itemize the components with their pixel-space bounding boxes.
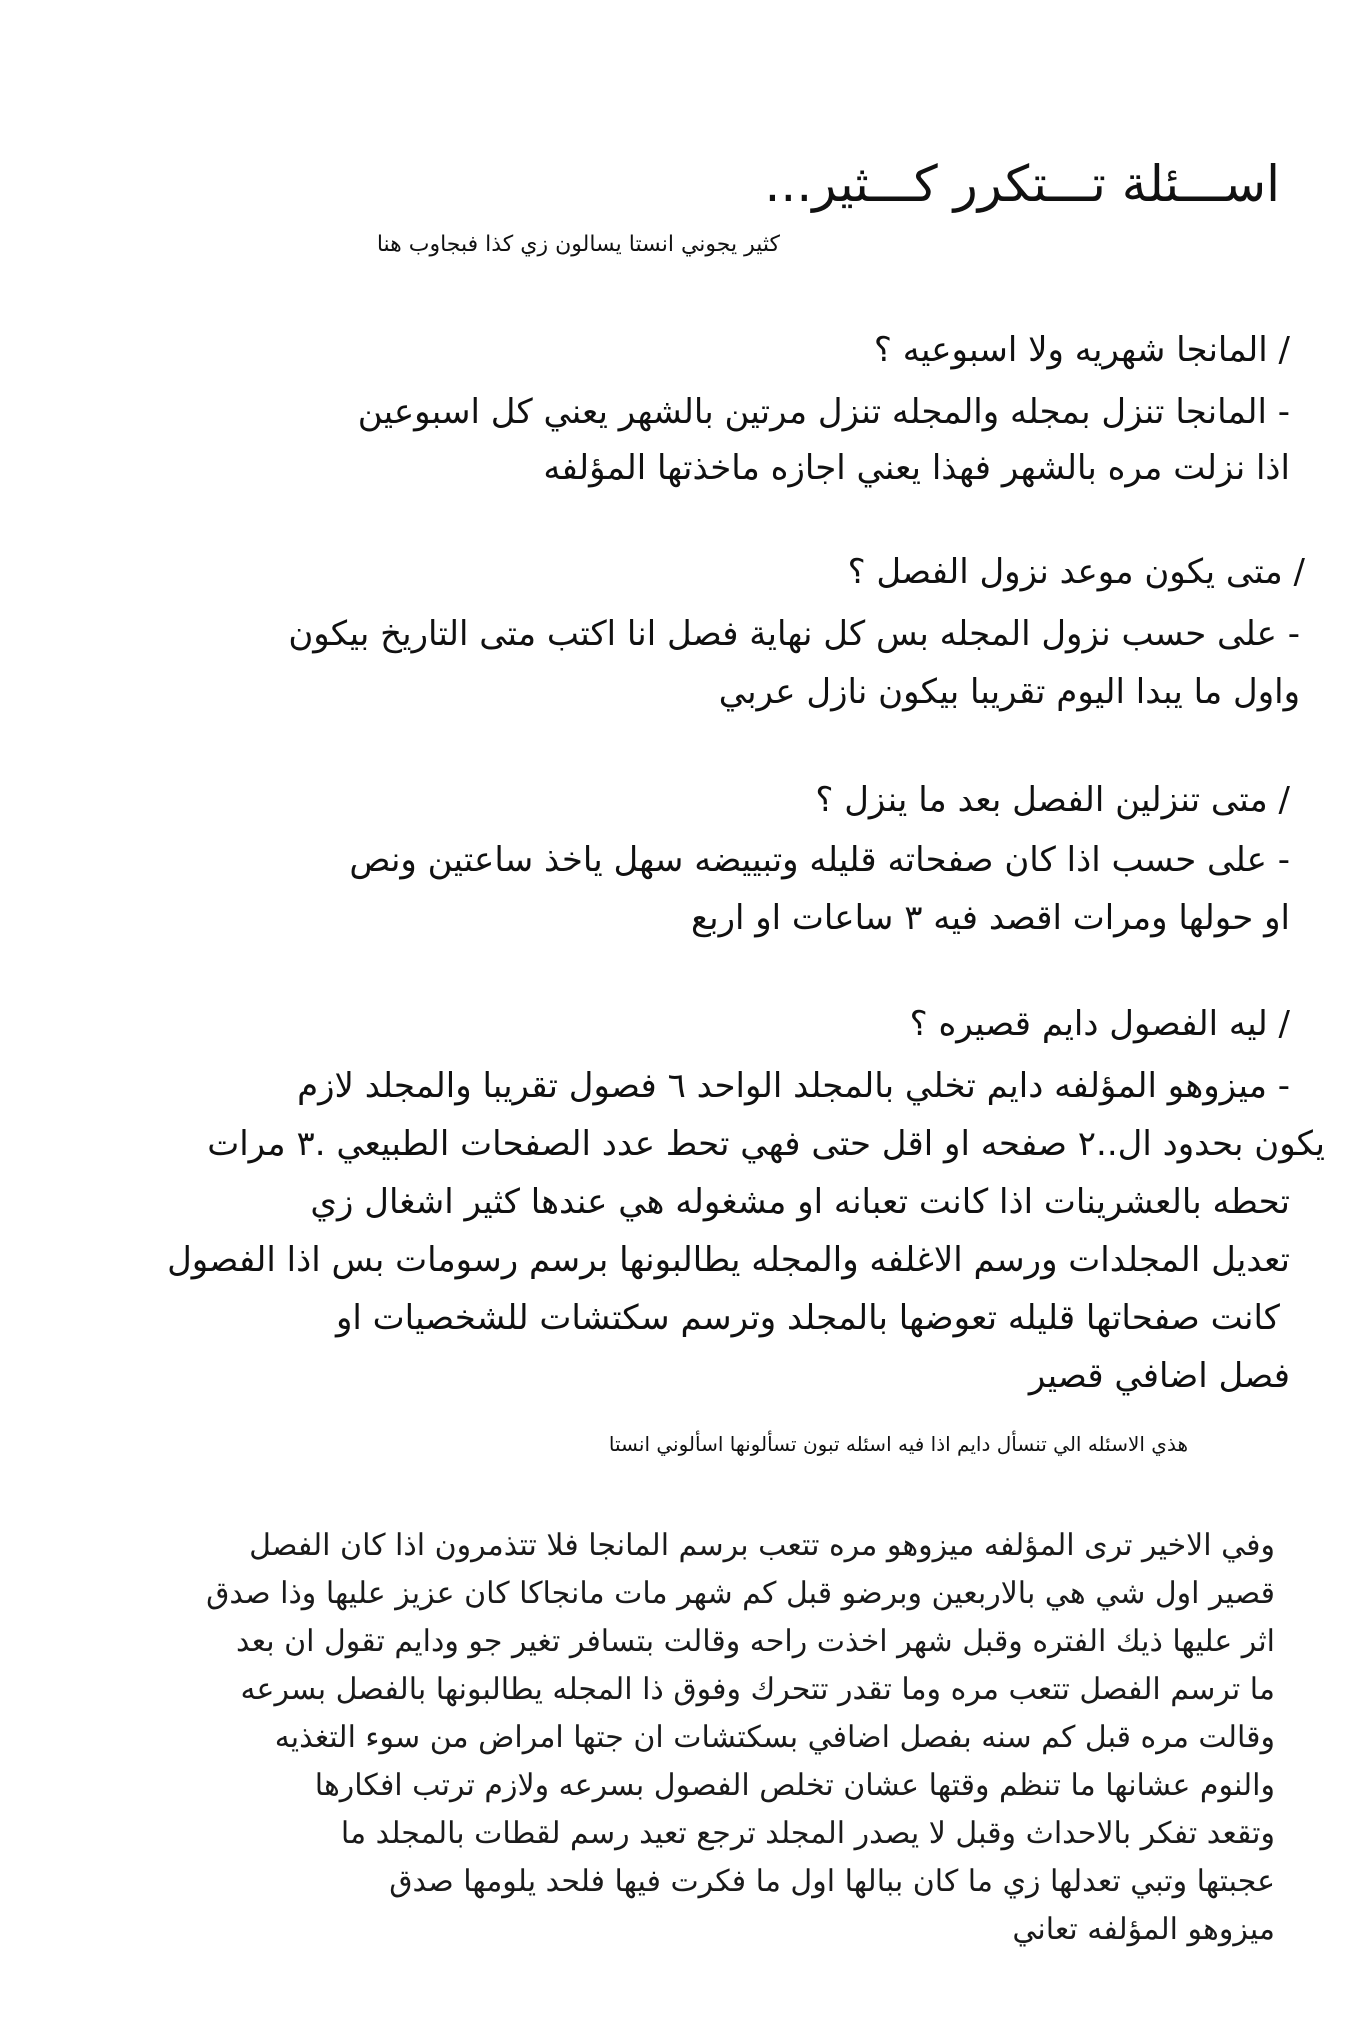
faq-question-2: / متى يكون موعد نزول الفصل ؟: [847, 552, 1305, 592]
page-title: اســـئلة تـــتكرر كـــثير...: [764, 155, 1280, 213]
closing-line-5: وقالت مره قبل كم سنه بفصل اضافي بسكتشات ان جتها امراض من سوء التغذيه: [274, 1720, 1275, 1755]
closing-line-3: اثر عليها ذيك الفتره وقبل شهر اخذت راحه وقالت بتسافر تغير جو ودايم تقول ان بعد: [235, 1624, 1275, 1659]
faq-answer-2-line-2: واول ما يبدا اليوم تقريبا بيكون نازل عربي: [718, 672, 1300, 712]
faq-answer-2-line-1: - على حسب نزول المجله بس كل نهاية فصل انا اكتب متى التاريخ بيكون: [288, 614, 1300, 654]
faq-question-3: / متى تنزلين الفصل بعد ما ينزل ؟: [815, 780, 1290, 820]
closing-line-9: ميزوهو المؤلفه تعاني: [1012, 1912, 1275, 1947]
closing-line-7: وتقعد تفكر بالاحداث وقبل لا يصدر المجلد ترجع تعيد رسم لقطات بالمجلد ما: [340, 1816, 1275, 1851]
closing-line-8: عجبتها وتبي تعدلها زي ما كان ببالها اول ما فكرت فيها فلحد يلومها صدق: [389, 1864, 1275, 1899]
closing-line-6: والنوم عشانها ما تنظم وقتها عشان تخلص الفصول بسرعه ولازم ترتب افكارها: [314, 1768, 1275, 1803]
faq-answer-4-line-3: تحطه بالعشرينات اذا كانت تعبانه او مشغوله هي عندها كثير اشغال زي: [310, 1182, 1290, 1222]
page-subtitle: كثير يجوني انستا يسالون زي كذا فبجاوب هنا: [376, 232, 780, 257]
closing-line-2: قصير اول شي هي بالاربعين وبرضو قبل كم شهر مات مانجاكا كان عزيز عليها وذا صدق: [206, 1576, 1275, 1611]
faq-answer-4-line-4: تعديل المجلدات ورسم الاغلفه والمجله يطالبونها برسم رسومات بس اذا الفصول: [167, 1240, 1290, 1280]
faq-answer-4-line-6: فصل اضافي قصير: [1028, 1356, 1290, 1396]
instagram-note: هذي الاسئله الي تنسأل دايم اذا فيه اسئله تبون تسألونها اسألوني انستا: [608, 1432, 1188, 1456]
faq-question-4: / ليه الفصول دايم قصيره ؟: [909, 1004, 1290, 1044]
closing-line-1: وفي الاخير ترى المؤلفه ميزوهو مره تتعب برسم المانجا فلا تتذمرون اذا كان الفصل: [249, 1528, 1275, 1563]
faq-answer-4-line-1: - ميزوهو المؤلفه دايم تخلي بالمجلد الواحد ٦ فصول تقريبا والمجلد لازم: [297, 1066, 1290, 1106]
faq-answer-1-line-1: - المانجا تنزل بمجله والمجله تنزل مرتين بالشهر يعني كل اسبوعين: [357, 392, 1290, 432]
faq-answer-3-line-2: او حولها ومرات اقصد فيه ٣ ساعات او اربع: [691, 898, 1290, 938]
faq-answer-3-line-1: - على حسب اذا كان صفحاته قليله وتبييضه سهل ياخذ ساعتين ونص: [349, 840, 1290, 880]
faq-answer-4-line-5: كانت صفحاتها قليله تعوضها بالمجلد وترسم سكتشات للشخصيات او: [335, 1298, 1280, 1338]
faq-answer-1-line-2: اذا نزلت مره بالشهر فهذا يعني اجازه ماخذتها المؤلفه: [543, 448, 1290, 488]
faq-question-1: / المانجا شهريه ولا اسبوعيه ؟: [873, 330, 1290, 370]
closing-line-4: ما ترسم الفصل تتعب مره وما تقدر تتحرك وفوق ذا المجله يطالبونها بالفصل بسرعه: [240, 1672, 1275, 1707]
faq-answer-4-line-2: يكون بحدود ال..٢ صفحه او اقل حتى فهي تحط عدد الصفحات الطبيعي .٣ مرات: [207, 1124, 1325, 1164]
